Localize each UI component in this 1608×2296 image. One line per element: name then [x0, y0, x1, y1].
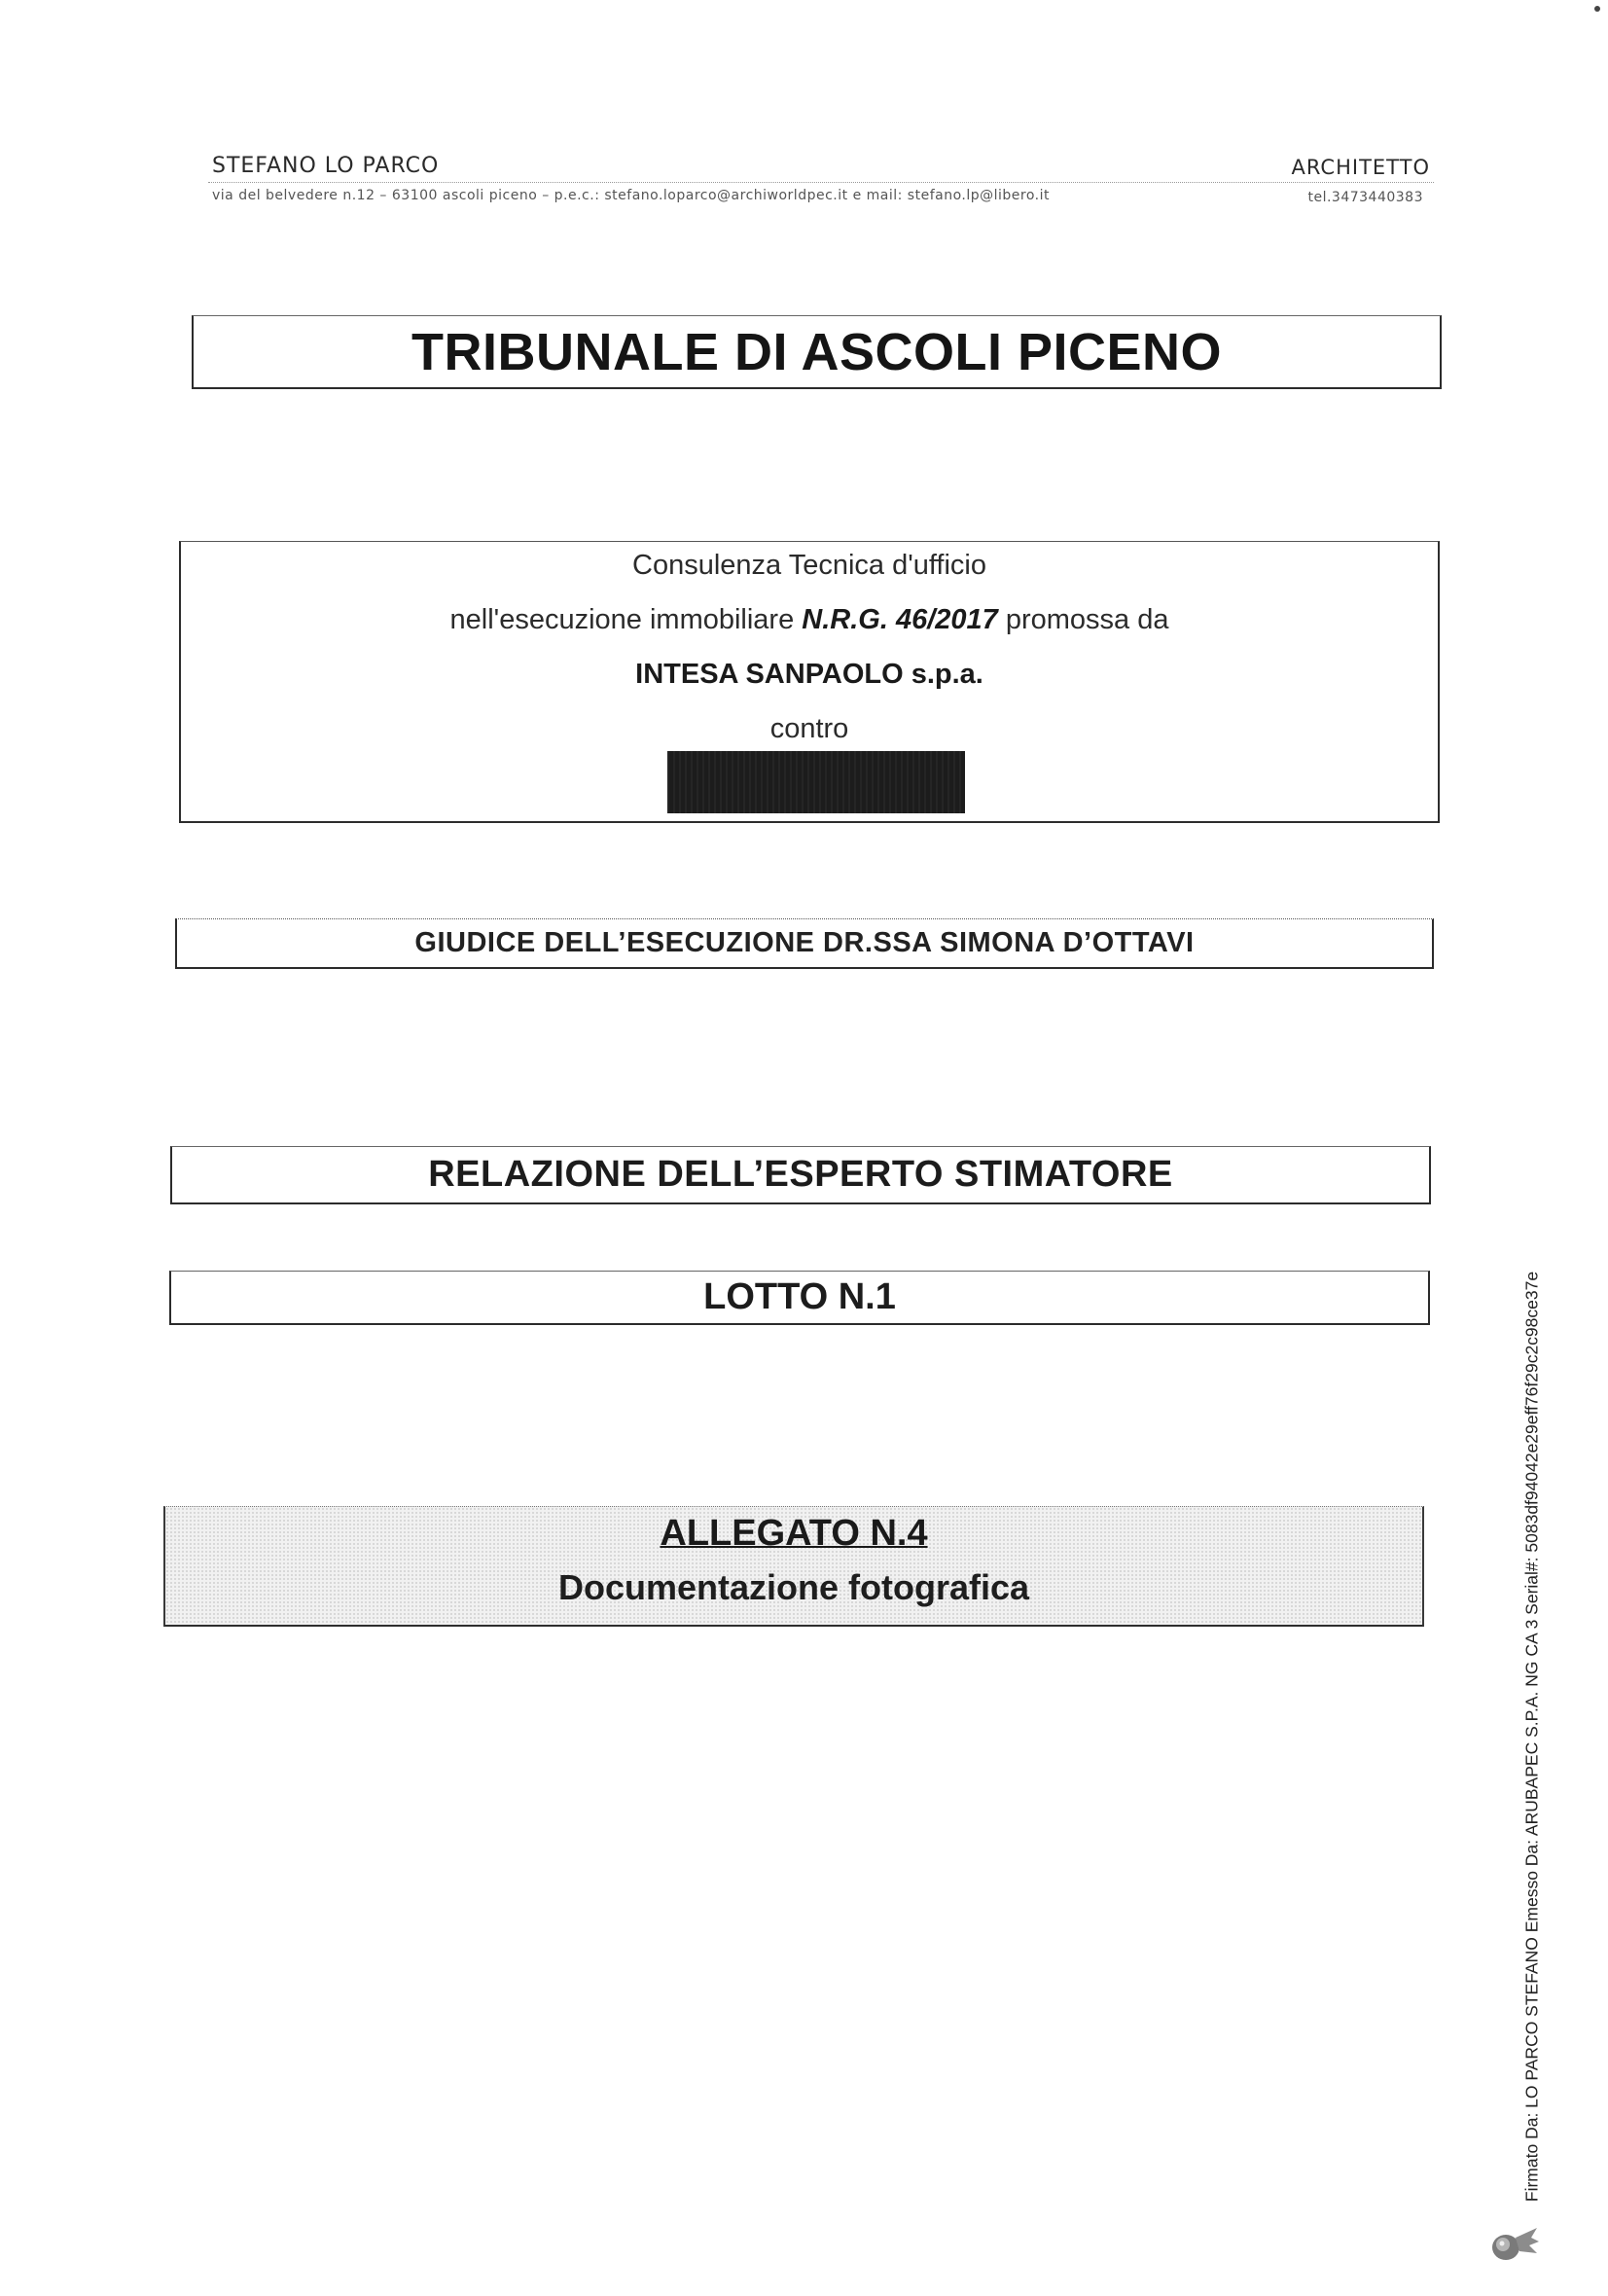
scan-mark — [1594, 6, 1600, 12]
digital-signature-strip — [1518, 1177, 1547, 2296]
attachment-description: Documentazione fotografica — [557, 1567, 1030, 1607]
case-intro-suffix: promossa da — [997, 604, 1169, 635]
attachment-number: ALLEGATO N.4 — [660, 1513, 928, 1554]
digital-signature-text: Firmato Da: LO PARCO STEFANO Emesso Da: ARUBAPEC S.P.A. NG CA 3 Serial#: 5083df94042e29eff76f29c2c98ce37e — [1521, 1271, 1542, 2203]
letterhead-phone: tel.3473440383 — [1307, 190, 1423, 205]
report-title-box — [170, 1146, 1431, 1204]
signature-seal-icon — [1486, 2224, 1541, 2263]
letterhead-divider — [208, 182, 1434, 183]
case-intro — [181, 604, 1438, 636]
court-title: TRIBUNALE DI ASCOLI PICENO — [411, 322, 1223, 381]
case-details-box — [179, 541, 1440, 823]
lot-title: LOTTO N.1 — [703, 1276, 896, 1317]
lot-box — [169, 1271, 1430, 1325]
redacted-debtor-name — [667, 751, 965, 813]
judge-text: GIUDICE DELL’ESECUZIONE DR.SSA SIMONA D’OTTAVI — [414, 927, 1195, 958]
report-title: RELAZIONE DELL’ESPERTO STIMATORE — [428, 1154, 1173, 1195]
attachment-number-line — [165, 1513, 1422, 1555]
court-title-box — [192, 315, 1442, 389]
letterhead-name: STEFANO LO PARCO — [212, 154, 440, 178]
case-creditor: INTESA SANPAOLO s.p.a. — [635, 659, 983, 690]
letterhead-address: via del belvedere n.12 – 63100 ascoli piceno – p.e.c.: stefano.loparco@archiworldpec.it e mail: stefano.lp@libero.it — [212, 188, 1050, 203]
letterhead-title: ARCHITETTO — [1291, 156, 1430, 179]
judge-box — [175, 918, 1434, 969]
case-intro-prefix: nell'esecuzione immobiliare — [449, 604, 803, 635]
case-rg-number: N.R.G. 46/2017 — [802, 604, 998, 635]
case-heading: Consulenza Tecnica d'ufficio — [632, 550, 986, 581]
case-against: contro — [769, 713, 849, 744]
attachment-box — [163, 1506, 1424, 1627]
